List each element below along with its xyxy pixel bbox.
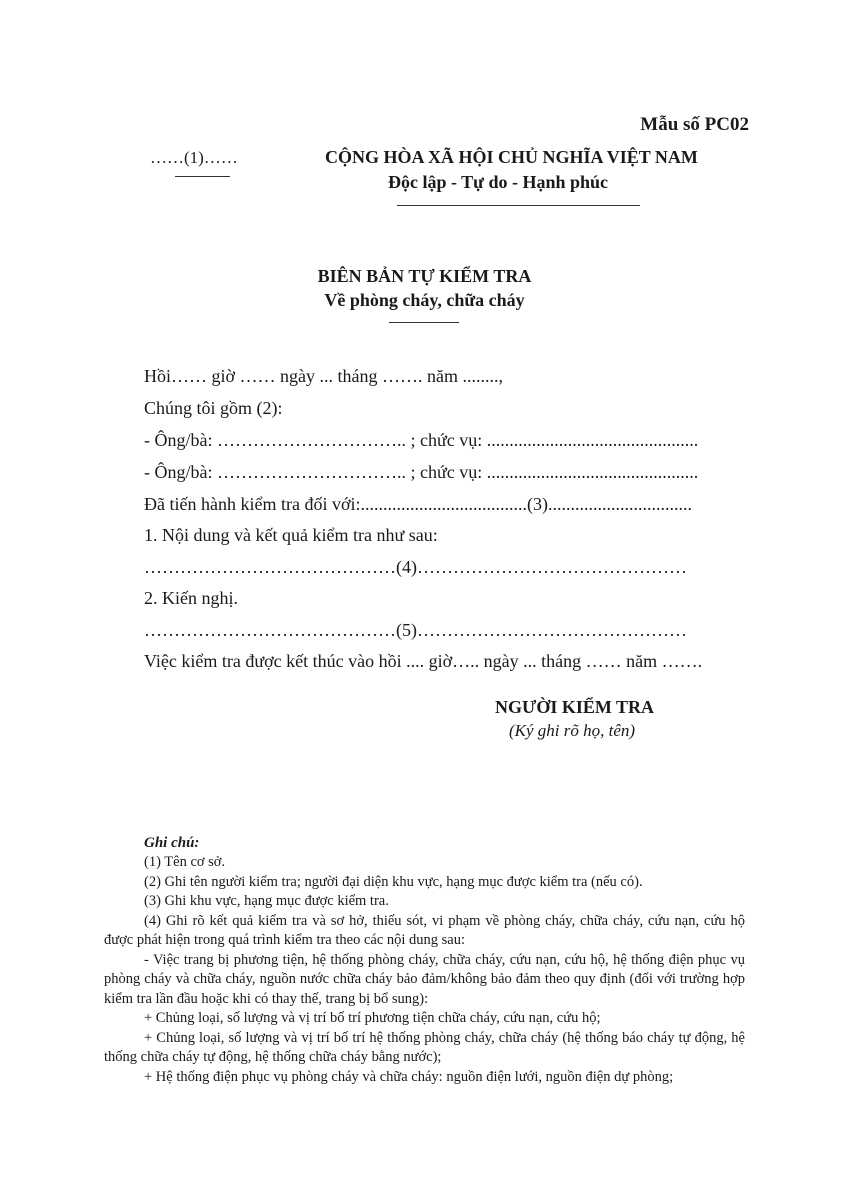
organization-underline [175, 176, 230, 177]
note-item: + Hệ thống điện phục vụ phòng cháy và chữa cháy: nguồn điện lưới, nguồn điện dự phòng; [144, 1068, 674, 1085]
signer-title: NGƯỜI KIỂM TRA [495, 697, 655, 717]
notes-list [104, 853, 745, 1087]
note-item: (3) Ghi khu vực, hạng mục được kiểm tra. [144, 893, 389, 909]
national-motto: Độc lập - Tự do - Hạnh phúc [388, 172, 609, 192]
nation-title: CỘNG HÒA XÃ HỘI CHỦ NGHĨA VIỆT NAM [325, 147, 698, 167]
note-item: (4) Ghi rõ kết quả kiểm tra và sơ hở, thiếu sót, vi phạm về phòng cháy, chữa cháy, cứu nạn, cứu hộ được phát hiện trong quá trình kiểm tra theo các nội dung sau: [104, 912, 745, 948]
title-underline [389, 322, 459, 323]
note-item: + Chủng loại, số lượng và vị trí bố trí phương tiện chữa cháy, cứu nạn, cứu hộ; [144, 1010, 601, 1026]
document-subtitle: Về phòng cháy, chữa cháy [324, 290, 525, 310]
person-line-1: - Ông/bà: ………………………….. ; chức vụ: ............................................... [144, 430, 699, 450]
blank-line-4: ……………………………………(4)……………………………………… [144, 557, 687, 577]
note-item: (1) Tên cơ sở. [144, 854, 226, 870]
time-line: Hồi…… giờ …… ngày ... tháng ……. năm ........, [144, 366, 503, 386]
note-item: + Chủng loại, số lượng và vị trí bố trí hệ thống phòng cháy, chữa cháy (hệ thống báo cháy tự động, hệ thống chữa cháy tự động, hệ thống chữa cháy bằng nước); [104, 1029, 745, 1065]
section-2-heading: 2. Kiến nghị. [144, 588, 238, 608]
signer-note: (Ký ghi rõ họ, tên) [509, 721, 636, 740]
form-code: Mẫu số PC02 [640, 114, 749, 135]
note-item: (2) Ghi tên người kiểm tra; người đại diện khu vực, hạng mục được kiểm tra (nếu có). [144, 873, 643, 890]
notes-heading: Ghi chú: [144, 835, 200, 851]
motto-underline [397, 205, 640, 206]
members-line: Chúng tôi gồm (2): [144, 398, 283, 418]
checked-target-line: Đã tiến hành kiểm tra đối với:.....................................(3)................................ [144, 494, 692, 514]
organization-placeholder: ……(1)…… [150, 148, 238, 167]
person-line-2: - Ông/bà: ………………………….. ; chức vụ: ............................................... [144, 462, 699, 482]
section-1-heading: 1. Nội dung và kết quả kiểm tra như sau: [144, 525, 438, 545]
end-time-line: Việc kiểm tra được kết thúc vào hồi .... giờ….. ngày ... tháng …… năm ……. [144, 651, 703, 671]
note-item: - Việc trang bị phương tiện, hệ thống phòng cháy, chữa cháy, cứu nạn, cứu hộ, hệ thống điện phục vụ phòng cháy và chữa cháy, nguồn nước chữa cháy bảo đảm/không bảo đảm theo quy định (đối với trường hợp kiểm tra lần đầu hoặc khi có thay thế, trang bị bổ sung): [104, 951, 745, 1007]
blank-line-5: ……………………………………(5)……………………………………… [144, 620, 687, 640]
document-title: BIÊN BẢN TỰ KIỂM TRA [317, 266, 532, 286]
